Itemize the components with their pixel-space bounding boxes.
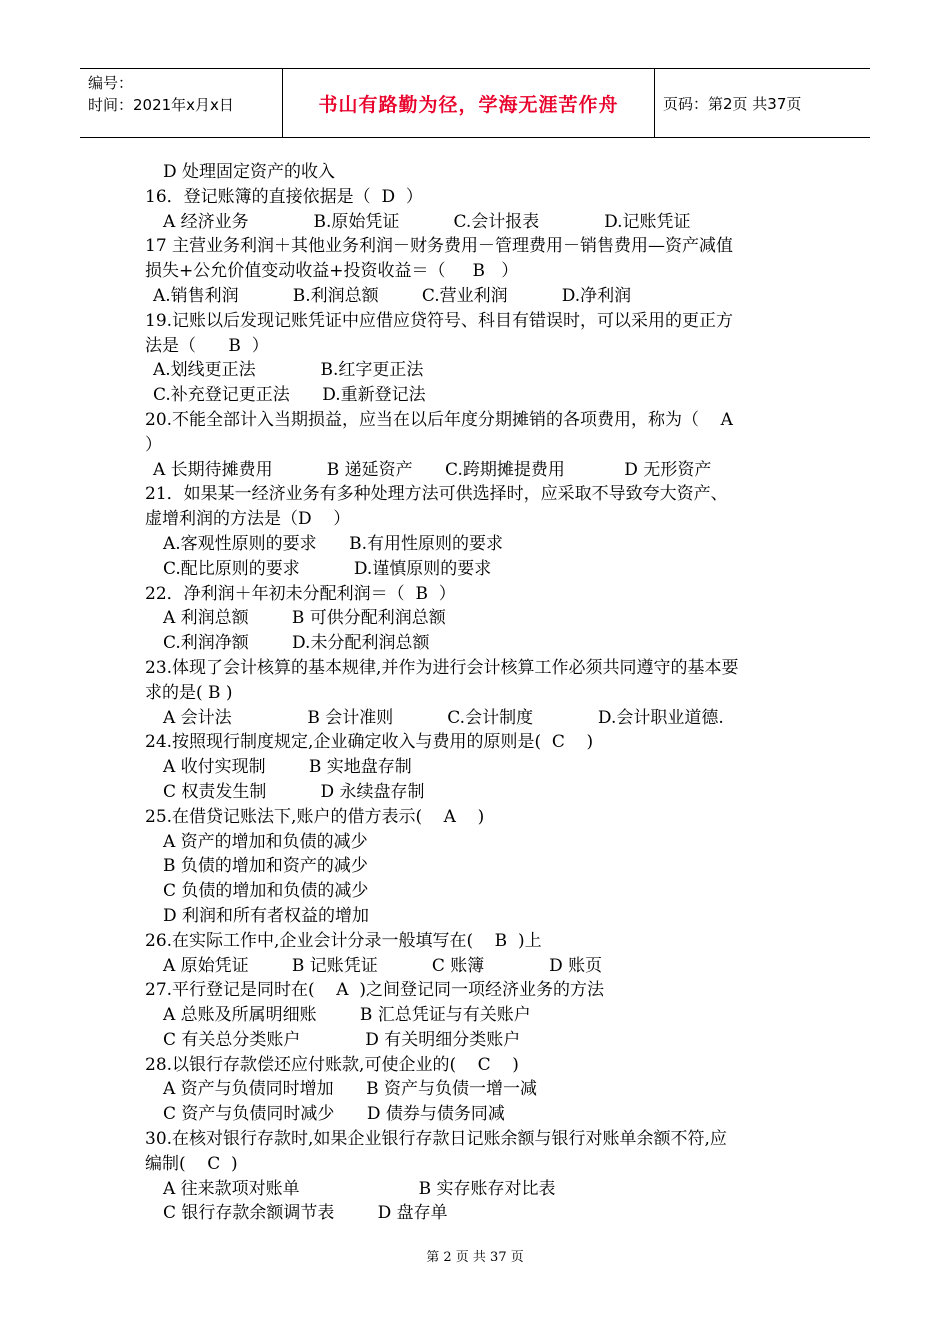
header-motto: 书山有路勤为径，学海无涯苦作舟 (283, 69, 655, 137)
text-line: 30.在核对银行存款时,如果企业银行存款日记账余额与银行对账单余额不符,应 (145, 1129, 727, 1150)
text-line: D 利润和所有者权益的增加 (163, 905, 370, 926)
date-label: 时间：2021年x月x日 (88, 96, 234, 114)
text-line: C 资产与负债同时减少 D 债券与债务同减 (163, 1104, 505, 1125)
text-line: C 权责发生制 D 永续盘存制 (163, 781, 425, 802)
text-line: 21．如果某一经济业务有多种处理方法可供选择时，应采取不导致夸大资产、 (145, 484, 728, 505)
text-line: A 资产的增加和负债的减少 (163, 831, 368, 852)
text-line: C.利润净额 D.未分配利润总额 (163, 633, 430, 654)
text-line: A 收付实现制 B 实地盘存制 (163, 757, 412, 778)
text-line: 26.在实际工作中,企业会计分录一般填写在( B )上 (145, 930, 542, 951)
text-line: A.销售利润 B.利润总额 C.营业利润 D.净利润 (153, 285, 632, 306)
serial-number-label: 编号： (88, 74, 134, 92)
header-meta (80, 69, 283, 137)
text-line: C 负债的增加和负债的减少 (163, 881, 369, 902)
text-line: 20.不能全部计入当期损益，应当在以后年度分期摊销的各项费用，称为（ A (145, 409, 733, 430)
text-line: 求的是( B ) (145, 682, 233, 703)
text-line: 17 主营业务利润＋其他业务利润－财务费用－管理费用－销售费用—资产减值 (145, 236, 734, 257)
text-line: 编制( C ) (145, 1153, 238, 1174)
text-line: C.补充登记更正法 D.重新登记法 (153, 385, 426, 406)
text-line: 19.记账以后发现记账凭证中应借应贷符号、科目有错误时，可以采用的更正方 (145, 310, 734, 331)
text-line: A 总账及所属明细账 B 汇总凭证与有关账户 (163, 1005, 531, 1026)
text-line: C 银行存款余额调节表 D 盘存单 (163, 1203, 448, 1224)
text-line: 23.体现了会计核算的基本规律,并作为进行会计核算工作必须共同遵守的基本要 (145, 657, 739, 678)
text-line: C 有关总分类账户 D 有关明细分类账户 (163, 1029, 521, 1050)
text-line: A 往来款项对账单 B 实存账存对比表 (163, 1178, 556, 1199)
text-line: 损失+公允价值变动收益+投资收益＝（ B ） (145, 261, 519, 282)
text-line: D 处理固定资产的收入 (163, 162, 336, 182)
document-body (145, 160, 825, 1226)
text-line: ） (145, 434, 162, 455)
text-line: 25.在借贷记账法下,账户的借方表示( A ) (145, 806, 485, 827)
text-line: A 经济业务 B.原始凭证 C.会计报表 D.记账凭证 (163, 211, 691, 232)
text-line: 22．净利润＋年初未分配利润＝（ B ） (145, 583, 456, 604)
text-line: 虚增利润的方法是（D ） (145, 509, 351, 530)
text-line: C.配比原则的要求 D.谨慎原则的要求 (163, 558, 492, 579)
header-page-info: 页码：第2页 共37页 (663, 94, 802, 113)
page-header (80, 68, 870, 138)
page-footer: 第 2 页 共 37 页 (426, 1250, 524, 1265)
text-line: A 资产与负债同时增加 B 资产与负债一增一减 (163, 1079, 537, 1100)
text-line: A.划线更正法 B.红字更正法 (153, 360, 424, 381)
text-line: 法是（ B ） (145, 335, 269, 356)
text-line: 28.以银行存款偿还应付账款,可使企业的( C ) (145, 1054, 519, 1075)
text-line: 16．登记账簿的直接依据是（ D ） (145, 186, 423, 207)
text-line: B 负债的增加和资产的减少 (163, 856, 368, 877)
text-line: 24.按照现行制度规定,企业确定收入与费用的原则是( C ) (145, 732, 594, 753)
text-line: A 会计法 B 会计准则 C.会计制度 D.会计职业道德. (163, 707, 724, 728)
text-line: A 利润总额 B 可供分配利润总额 (163, 608, 446, 629)
text-line: A 原始凭证 B 记账凭证 C 账簿 D 账页 (163, 955, 603, 976)
text-line: A.客观性原则的要求 B.有用性原则的要求 (163, 533, 503, 554)
text-line: 27.平行登记是同时在( A )之间登记同一项经济业务的方法 (145, 980, 604, 1001)
text-line: A 长期待摊费用 B 递延资产 C.跨期摊提费用 D 无形资产 (153, 459, 712, 480)
